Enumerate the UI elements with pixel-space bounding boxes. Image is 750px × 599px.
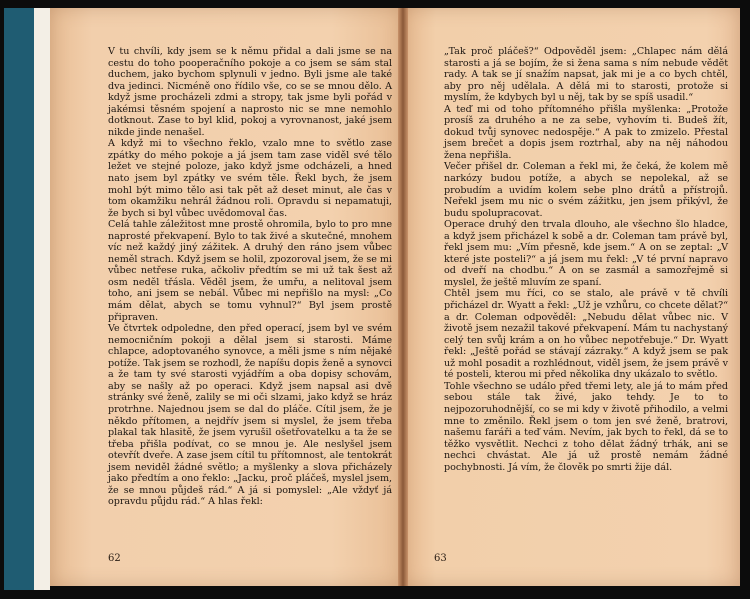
right-page [402,8,740,586]
book-spine-edge [4,8,34,590]
paragraph: „Tak proč pláčeš?“ Odpověděl jsem: „Chlapec nám dělá starosti a já se bojím, že si žena sama s ním nebude vědět rady. A tak se jí snažím napsat, jak mi je a co bych chtěl, aby pro něj udělala. A dělá mi to starosti, protože si myslím, že kdybych byl u něj, tak by se spíš usadil.“ [444,46,728,104]
paragraph: A když mi to všechno řeklo, vzalo mne to světlo zase zpátky do mého pokoje a já jsem tam zase viděl své tělo ležet ve stejné poloze, jako když jsme odcházeli, a hned nato jsem byl zpátky ve svém těle. Řekl bych, že jsem mohl být mimo tělo asi tak pět až deset minut, ale čas v tom okamžiku nehrál žádnou roli. Opravdu si nepamatuji, že bych si byl vůbec uvědomoval čas. [108,138,392,219]
paragraph: Celá tahle záležitost mne prostě ohromila, bylo to pro mne naprosté překvapení. Bylo to tak živé a skutečné, mnohem víc než každý jiný zážitek. A druhý den ráno jsem vůbec neměl strach. Když jsem se holil, zpozoroval jsem, že se mi vůbec netřese ruka, ačkoliv předtím se mi už tak šest až osm neděl třásla. Věděl jsem, že umřu, a nelitoval jsem toho, ani jsem se nebál. Vůbec mi nepřišlo na mysl: „Co mám dělat, abych se tomu vyhnul?“ Byl jsem prostě připraven. [108,219,392,323]
paragraph: Operace druhý den trvala dlouho, ale všechno šlo hladce, a když jsem přicházel k sobě a dr. Coleman tam právě byl, řekl jsem mu: „Vím přesně, kde jsem.“ A on se zeptal: „V které jste posteli?“ a já jsem mu řekl: „V té první napravo od dveří na chodbu.“ A on se zasmál a samozřejmě si myslel, že ještě mluvím ze spaní. [444,219,728,288]
book-gutter [398,8,408,586]
paragraph: A teď mi od toho přítomného přišla myšlenka: „Protože prosíš za druhého a ne za sebe, vyhovím ti. Budeš žít, dokud tvůj synovec nedospěje.“ A pak to zmizelo. Přestal jsem brečet a dopis jsem roztrhal, aby na něj náhodou žena nepřišla. [444,103,728,161]
paragraph: Ve čtvrtek odpoledne, den před operací, jsem byl ve svém nemocničním pokoji a dělal jsem si starosti. Máme chlapce, adoptovaného synovce, a měli jsme s ním nějaké potíže. Tak jsem se rozhodl, že napíšu dopis ženě a synovci a že tam ty své starosti vyjádřím a oba dopisy schovám, aby se našly až po operaci. Když jsem napsal asi dvě stránky své ženě, zalily se mi oči slzami, jako když se hráz protrhne. Najednou jsem se dal do pláče. Cítil jsem, že je někdo přítomen, a nejdřív jsem si myslel, že jsem třeba plakal tak hlasitě, že jsem vyrušil ošetřovatelku a ta že se třeba přišla podívat, co se mnou je. Ale neslyšel jsem otevřít dveře. A zase jsem cítil tu přítomnost, ale tentokrát jsem neviděl žádné světlo; a myšlenky a slova přicházely jako předtím a ono řeklo: „Jacku, proč pláčeš, myslel jsem, že se mnou půjdeš rád.“ A já si pomyslel: „Ale vždyť já opravdu půjdu rád.“ A hlas řekl: [108,323,392,508]
page-number: 63 [434,553,447,564]
paragraph: Tohle všechno se událo před třemi lety, ale já to mám před sebou stále tak živé, jako tehdy. Je to to nejpozoruhodnější, co se mi kdy v životě přihodilo, a velmi mne to změnilo. Řekl jsem o tom jen své ženě, bratrovi, našemu faráři a teď vám. Nevím, jak bych to řekl, dá se to těžko vysvětlit. Nechci z toho dělat žádný trhák, ani se nechci chvástat. Ale já už prostě nemám žádné pochybnosti. Já vím, že člověk po smrti žije dál. [444,380,728,473]
page-number: 62 [108,553,121,564]
page-stack-edge [34,8,50,590]
paragraph: Chtěl jsem mu říci, co se stalo, ale právě v tě chvíli přicházel dr. Wyatt a řekl: „Už je vzhůru, co chcete dělat?“ a dr. Coleman odpověděl: „Nebudu dělat vůbec nic. V životě jsem nezažil takové překvapení. Mám tu nachystaný celý ten svůj krám a on ho vůbec nepotřebuje.“ Dr. Wyatt řekl: „Ještě pořád se stávají zázraky.“ A když jsem se pak už mohl posadit a rozhlédnout, viděl jsem, že jsem právě v té posteli, kterou mi před několika dny ukázalo to světlo. [444,288,728,381]
paragraph: V tu chvíli, kdy jsem se k němu přidal a dali jsme se na cestu do toho pooperačního pokoje a co jsem se sám stal duchem, jako bychom splynuli v jedno. Byli jsme ale také dva jedinci. Nicméně ono řídilo vše, co se se mnou dělo. A když jsme procházeli zdmi a stropy, tak jsme byli pořád v jakémsi těsném spojení a naprosto nic se mne nemohlo dotknout. Zase to byl klid, pokoj a vyrovnanost, jaké jsem nikde jinde nenašel. [108,46,392,138]
left-page [50,8,402,586]
left-page-text [108,46,392,508]
paragraph: Večer přišel dr. Coleman a řekl mi, že čeká, že kolem mě narkózy budou potíže, a abych se nepolekal, až se probudím a uvidím kolem sebe plno drátů a přístrojů. Neřekl jsem mu nic o svém zážitku, jen jsem přikývl, že budu spolupracovat. [444,161,728,219]
right-page-text [444,46,728,473]
